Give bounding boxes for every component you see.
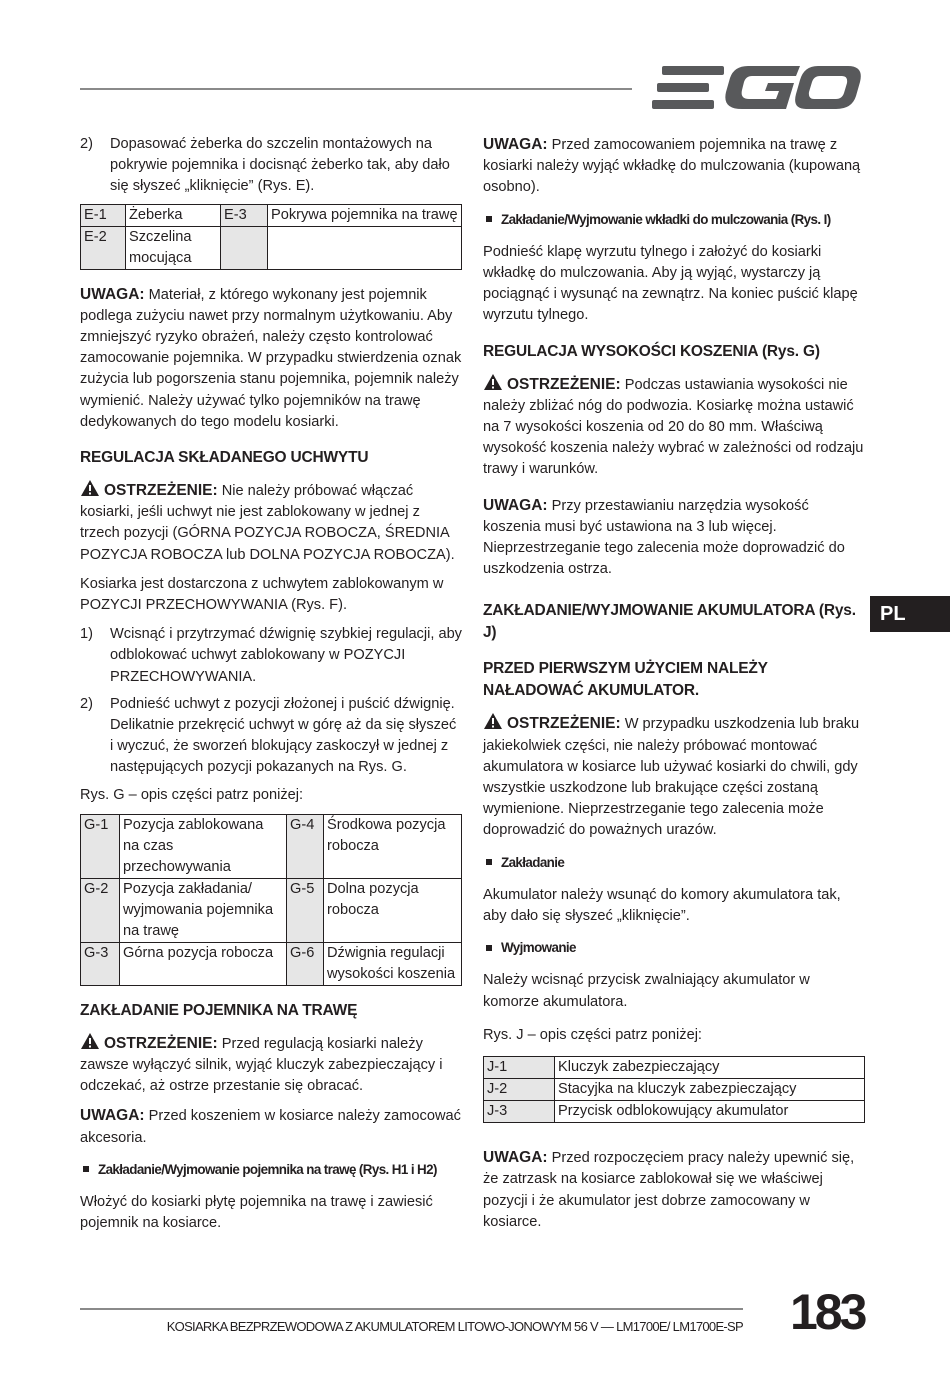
note-label: UWAGA: — [80, 285, 145, 303]
table-cell: G-1 — [81, 814, 120, 878]
table-cell: E-3 — [221, 204, 268, 226]
body-paragraph: Należy wcisnąć przycisk zwalniający akumulator w komorze akumulatora. — [483, 972, 810, 1010]
table-cell: Środkowa pozycja robocza — [324, 814, 462, 878]
table-cell: G-4 — [287, 814, 324, 878]
left-column — [80, 134, 462, 1243]
section-heading: PRZED PIERWSZYM UŻYCIEM NALEŻY NAŁADOWAĆ AKUMULATOR. — [483, 660, 768, 700]
warning-paragraph — [483, 373, 865, 481]
page-number: 183 — [790, 1284, 865, 1340]
step-text: Dopasować żeberka do szczelin montażowych na pokrywie pojemnika i docisnąć żeberko tak, aby dało się słyszeć „kliknięcie” (Rys. E). — [110, 136, 450, 195]
table-row — [484, 1079, 865, 1101]
body-paragraph: Akumulator należy wsunąć do komory akumulatora tak, aby dało się słyszeć „kliknięcie”. — [483, 886, 841, 925]
table-cell: G-2 — [81, 878, 120, 942]
note-label: UWAGA: — [483, 1149, 548, 1167]
table-cell: J-3 — [484, 1101, 555, 1123]
warning-text: Podczas ustawiania wysokości nie należy zbliżać nóg do podwozia. Kosiarkę można ustawić na 7 wysokości koszenia od 20 do 80 mm. Właściwą wysokość koszenia należy wybrać w zależności od rodzaju trawy i warunków. — [483, 376, 864, 478]
table-g — [80, 814, 462, 986]
note-paragraph — [483, 1147, 865, 1233]
table-cell: Stacyjka na kluczyk zabezpieczający — [555, 1079, 865, 1101]
warning-paragraph — [483, 712, 865, 841]
step-text: Podnieść uchwyt z pozycji złożonej i puścić dźwignię. Delikatnie przekręcić uchwyt w górę aż da się słyszeć i wyczuć, że sworzeń blokujący zaskoczył w jednej z następujących pozycji pokazanych na Rys. G. — [110, 695, 457, 776]
table-cell: G-5 — [287, 878, 324, 942]
table-cell: E-2 — [81, 226, 126, 269]
table-row — [81, 226, 462, 269]
table-cell: Górna pozycja robocza — [120, 942, 287, 985]
warning-icon — [483, 373, 503, 391]
note-text: Przed rozpoczęciem pracy należy upewnić się, że zatrzask na kosiarce zablokował się we właściwej pozycji i że akumulator jest dobrze zamocowany w kosiarce. — [483, 1150, 855, 1230]
table-cell: G-6 — [287, 942, 324, 985]
bullet-square-icon — [486, 216, 492, 222]
note-paragraph — [483, 134, 865, 199]
table-row — [484, 1057, 865, 1079]
header-rule — [80, 88, 632, 90]
table-cell: Kluczyk zabezpieczający — [555, 1057, 865, 1079]
note-text: Przed koszeniem w kosiarce należy zamocować akcesoria. — [80, 1108, 461, 1146]
warning-label: OSTRZEŻENIE: — [104, 1034, 218, 1052]
table-cell: J-2 — [484, 1079, 555, 1101]
table-j — [483, 1056, 865, 1123]
warning-text: W przypadku uszkodzenia lub braku jakiekolwiek części, nie należy próbować montować akumulatora w kosiarce lub używać kosiarki do chwili, gdy wszystkie uszkodzone lub brakujące części zostaną wymienione. Nieprzestrzeganie tego zalecenia może doprowadzić do poważnych urazów. — [483, 716, 860, 839]
table-e — [80, 204, 462, 270]
table-cell: E-1 — [81, 204, 126, 226]
step-number: 2) — [80, 695, 93, 712]
table-row — [81, 814, 462, 878]
bullet-heading — [483, 209, 865, 230]
note-text: Przed zamocowaniem pojemnika na trawę z kosiarki należy wyjąć wkładkę do mulczowania (kupowaną osobno). — [483, 137, 861, 196]
table-cell — [268, 226, 462, 269]
note-label: UWAGA: — [80, 1107, 145, 1125]
warning-paragraph — [80, 479, 462, 566]
warning-icon — [80, 1032, 100, 1050]
table-cell: J-1 — [484, 1057, 555, 1079]
table-cell: Przycisk odblokowujący akumulator — [555, 1101, 865, 1123]
table-cell: Pokrywa pojemnika na trawę — [268, 204, 462, 226]
body-paragraph: Włożyć do kosiarki płytę pojemnika na trawę i zawiesić pojemnik na kosiarce. — [80, 1194, 433, 1232]
bullet-square-icon — [486, 859, 492, 865]
section-heading: REGULACJA SKŁADANEGO UCHWYTU — [80, 449, 369, 467]
ego-logo — [652, 62, 862, 114]
table-cell: Dolna pozycja robocza — [324, 878, 462, 942]
table-row — [81, 204, 462, 226]
bullet-text: Zakładanie — [501, 854, 565, 870]
note-label: UWAGA: — [483, 136, 548, 153]
step-number: 2) — [80, 136, 93, 152]
table-row — [484, 1101, 865, 1123]
bullet-heading — [483, 937, 865, 958]
body-paragraph: Kosiarka jest dostarczona z uchwytem zablokowanym w POZYCJI PRZECHOWYWANIA (Rys. F). — [80, 575, 444, 614]
table-cell: Żeberka — [126, 204, 221, 226]
note-text: Materiał, z którego wykonany jest pojemnik podlega zużyciu nawet przy normalnym użytkowaniu. Aby zmniejszyć ryzyko obrażeń, należy często kontrolować zamocowanie pojemnika. W przypadku stwierdzenia oznak zużycia lub pogorszenia stanu pojemnika, pojemnik należy wymienić. Należy używać tylko pojemników na trawę dedykowanych do tego modelu kosiarki. — [80, 286, 462, 430]
body-paragraph: Rys. J – opis części patrz poniżej: — [483, 1026, 702, 1043]
footer-title: KOSIARKA BEZPRZEWODOWA Z AKUMULATOREM LITOWO-JONOWYM 56 V — LM1700E/ LM1700E-SP — [166, 1319, 743, 1334]
note-paragraph — [80, 1105, 462, 1148]
section-heading: ZAKŁADANIE/WYJMOWANIE AKUMULATORA (Rys. J) — [483, 602, 856, 642]
bullet-text: Zakładanie/Wyjmowanie pojemnika na trawę (Rys. H1 i H2) — [98, 1161, 437, 1177]
footer-rule — [80, 1308, 743, 1310]
table-cell: Szczelina mocująca — [126, 226, 221, 269]
warning-icon — [80, 479, 100, 497]
bullet-square-icon — [83, 1166, 89, 1172]
table-cell: Pozycja zablokowana na czas przechowywania — [120, 814, 287, 878]
step-number: 1) — [80, 626, 93, 643]
step-text: Wcisnąć i przytrzymać dźwignię szybkiej regulacji, aby odblokować uchwyt zablokowany w POZYCJI PRZECHOWYWANIA. — [110, 626, 462, 685]
body-paragraph: Podnieść klapę wyrzutu tylnego i założyć do kosiarki wkładkę do mulczowania. Aby ją wyjąć, wystarczy ją pociągnąć i wysunąć na zewnątrz. Na koniec puścić klapę wyrzutu tylnego. — [483, 243, 858, 324]
warning-label: OSTRZEŻENIE: — [507, 375, 621, 393]
warning-text: Nie należy próbować włączać kosiarki, jeśli uchwyt nie jest zablokowany w jednej z trzech pozycji (GÓRNA POZYCJA ROBOCZA, ŚREDNIA POZYCJA ROBOCZA lub DOLNA POZYCJA ROBOCZA). — [80, 483, 455, 563]
table-row — [81, 942, 462, 985]
step-item — [80, 134, 462, 198]
note-label: UWAGA: — [483, 496, 548, 514]
section-heading: REGULACJA WYSOKOŚCI KOSZENIA (Rys. G) — [483, 342, 820, 360]
table-cell: G-3 — [81, 942, 120, 985]
table-cell: Pozycja zakładania/ wyjmowania pojemnika na trawę — [120, 878, 287, 942]
bullet-heading — [483, 852, 865, 873]
right-column — [483, 134, 865, 1241]
language-tab: PL — [870, 596, 950, 632]
warning-label: OSTRZEŻENIE: — [104, 482, 218, 500]
body-paragraph: Rys. G – opis części patrz poniżej: — [80, 786, 304, 803]
bullet-square-icon — [486, 945, 492, 951]
step-item — [80, 694, 462, 779]
table-row — [81, 878, 462, 942]
warning-icon — [483, 712, 503, 730]
note-text: Przy przestawianiu narzędzia wysokość koszenia musi być ustawiona na 3 lub więcej. Nieprzestrzeganie tego zalecenia może doprowadzić do uszkodzenia ostrza. — [483, 497, 845, 578]
bullet-heading — [80, 1159, 462, 1180]
warning-paragraph — [80, 1032, 462, 1098]
step-item — [80, 624, 462, 688]
bullet-text: Zakładanie/Wyjmowanie wkładki do mulczowania (Rys. I) — [501, 211, 831, 227]
bullet-text: Wyjmowanie — [501, 940, 576, 956]
section-heading: ZAKŁADANIE POJEMNIKA NA TRAWĘ — [80, 1001, 358, 1019]
warning-text: Przed regulacją kosiarki należy zawsze wyłączyć silnik, wyjąć kluczyk zabezpieczający i odczekać, aż ostrze przestanie się obracać. — [80, 1035, 443, 1095]
note-paragraph — [80, 284, 462, 433]
warning-label: OSTRZEŻENIE: — [507, 715, 621, 733]
note-paragraph — [483, 495, 865, 581]
table-cell — [221, 226, 268, 269]
table-cell: Dźwignia regulacji wysokości koszenia — [324, 942, 462, 985]
